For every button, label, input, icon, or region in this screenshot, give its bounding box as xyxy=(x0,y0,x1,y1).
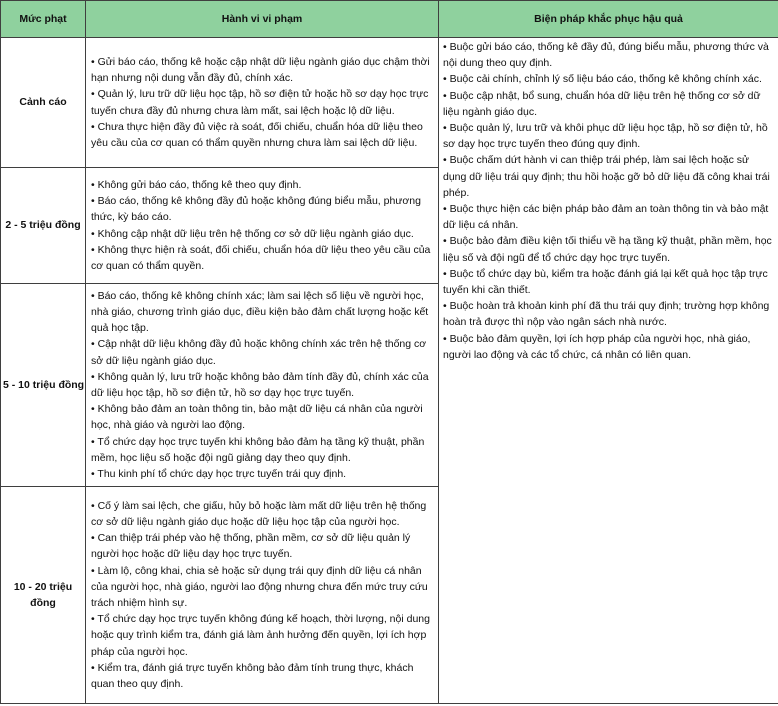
header-penalty: Mức phạt xyxy=(1,1,86,38)
penalty-label: 10 - 20 triệu đồng xyxy=(13,580,73,609)
violations-list xyxy=(91,54,435,151)
violations-list xyxy=(91,498,435,692)
remedy-item: • Buộc tổ chức dạy bù, kiểm tra hoặc đánh giá lại kết quả học tập trực tuyến khi cần thiết. xyxy=(443,266,773,298)
violation-item: • Không cập nhật dữ liệu trên hệ thống cơ sở dữ liệu ngành giáo dục. xyxy=(91,226,435,242)
penalty-cell xyxy=(1,38,86,168)
header-violations: Hành vi vi phạm xyxy=(86,1,439,38)
header-row xyxy=(1,1,778,38)
violation-item: • Cố ý làm sai lệch, che giấu, hủy bỏ hoặc làm mất dữ liệu trên hệ thống cơ sở dữ liệu ngành giáo dục hoặc dữ liệu học tập của người học. xyxy=(91,498,435,530)
table-row xyxy=(1,38,778,168)
remedy-item: • Buộc quản lý, lưu trữ và khôi phục dữ liệu học tập, hồ sơ điện tử, hồ sơ dạy học trực tuyến theo đúng quy định. xyxy=(443,120,773,152)
remedy-item: • Buộc hoàn trả khoản kinh phí đã thu trái quy định; trường hợp không hoàn trả được thì nộp vào ngân sách nhà nước. xyxy=(443,298,773,330)
remedy-item: • Buộc thực hiện các biện pháp bảo đảm an toàn thông tin và bảo mật dữ liệu cá nhân. xyxy=(443,201,773,233)
remedies-list xyxy=(443,39,773,363)
violation-item: • Không thực hiện rà soát, đối chiếu, chuẩn hóa dữ liệu theo yêu cầu của cơ quan có thẩm quyền. xyxy=(91,242,435,274)
header-remedies: Biện pháp khắc phục hậu quả xyxy=(439,1,778,38)
remedy-item: • Buộc bảo đảm quyền, lợi ích hợp pháp của người học, nhà giáo, người lao động và các tổ chức, cá nhân có liên quan. xyxy=(443,331,773,363)
violation-item: • Chưa thực hiện đầy đủ việc rà soát, đối chiếu, chuẩn hóa dữ liệu theo yêu cầu của cơ quan có thẩm quyền nhưng chưa làm sai lệch dữ liệu. xyxy=(91,119,435,151)
penalty-cell xyxy=(1,284,86,487)
penalty-label: Cảnh cáo xyxy=(19,96,67,109)
violation-item: • Quản lý, lưu trữ dữ liệu học tập, hồ sơ điện tử hoặc hồ sơ dạy học trực tuyến chưa đầy đủ nhưng chưa làm mất, sai lệch hoặc lộ dữ liệu. xyxy=(91,86,435,118)
violation-item: • Gửi báo cáo, thống kê hoặc cập nhật dữ liệu ngành giáo dục chậm thời hạn nhưng nội dung vẫn đầy đủ, chính xác. xyxy=(91,54,435,86)
violations-cell xyxy=(86,168,439,284)
violation-item: • Tổ chức dạy học trực tuyến không đúng kế hoạch, thời lượng, nội dung hoặc quy trình kiểm tra, đánh giá làm ảnh hưởng đến quyền, lợi ích hợp pháp của người học. xyxy=(91,611,435,660)
violation-item: • Cập nhật dữ liệu không đầy đủ hoặc không chính xác trên hệ thống cơ sở dữ liệu ngành giáo dục. xyxy=(91,336,435,368)
penalty-label: 2 - 5 triệu đồng xyxy=(5,219,81,232)
remedies-cell xyxy=(439,38,778,704)
remedy-item: • Buộc cập nhật, bổ sung, chuẩn hóa dữ liệu trên hệ thống cơ sở dữ liệu ngành giáo dục. xyxy=(443,88,773,120)
remedy-item: • Buộc gửi báo cáo, thống kê đầy đủ, đúng biểu mẫu, phương thức và nội dung theo quy định. xyxy=(443,39,773,71)
violations-list xyxy=(91,177,435,274)
violations-list xyxy=(91,288,435,482)
violation-item: • Không bảo đảm an toàn thông tin, bảo mật dữ liệu cá nhân của người học, nhà giáo và người lao động. xyxy=(91,401,435,433)
violation-item: • Báo cáo, thống kê không đầy đủ hoặc không đúng biểu mẫu, phương thức, kỳ báo cáo. xyxy=(91,193,435,225)
violations-cell xyxy=(86,487,439,704)
penalty-label: 5 - 10 triệu đồng xyxy=(3,378,85,391)
violation-item: • Kiểm tra, đánh giá trực tuyến không bảo đảm tính trung thực, khách quan theo quy định. xyxy=(91,660,435,692)
remedy-item: • Buộc bảo đảm điều kiện tối thiểu về hạ tầng kỹ thuật, phần mềm, học liệu số và đội ngũ để tổ chức dạy học trực tuyến. xyxy=(443,233,773,265)
penalty-cell xyxy=(1,487,86,704)
remedy-item: • Buộc cải chính, chỉnh lý số liệu báo cáo, thống kê không chính xác. xyxy=(443,71,773,87)
remedy-item: • Buộc chấm dứt hành vi can thiệp trái phép, làm sai lệch hoặc sử dụng dữ liệu trái quy định; thu hồi hoặc gỡ bỏ dữ liệu đã công khai trái phép. xyxy=(443,152,773,201)
violation-item: • Không gửi báo cáo, thống kê theo quy định. xyxy=(91,177,435,193)
violation-item: • Tổ chức dạy học trực tuyến khi không bảo đảm hạ tầng kỹ thuật, phần mềm, học liệu số hoặc đội ngũ giảng dạy theo quy định. xyxy=(91,434,435,466)
violations-cell xyxy=(86,284,439,487)
violation-item: • Báo cáo, thống kê không chính xác; làm sai lệch số liệu về người học, nhà giáo, chương trình giáo dục, điều kiện bảo đảm chất lượng hoặc kết quả học tập. xyxy=(91,288,435,337)
violation-item: • Làm lộ, công khai, chia sẻ hoặc sử dụng trái quy định dữ liệu cá nhân của người học, nhà giáo, người lao động nhưng chưa đến mức truy cứu trách nhiệm hình sự. xyxy=(91,563,435,612)
violation-item: • Không quản lý, lưu trữ hoặc không bảo đảm tính đầy đủ, chính xác của dữ liệu học tập, hồ sơ điện tử, hồ sơ dạy học trực tuyến. xyxy=(91,369,435,401)
penalty-cell xyxy=(1,168,86,284)
violation-item: • Can thiệp trái phép vào hệ thống, phần mềm, cơ sở dữ liệu quản lý người học hoặc dữ liệu dạy học trực tuyến. xyxy=(91,530,435,562)
violation-item: • Thu kinh phí tổ chức dạy học trực tuyến trái quy định. xyxy=(91,466,435,482)
violations-cell xyxy=(86,38,439,168)
